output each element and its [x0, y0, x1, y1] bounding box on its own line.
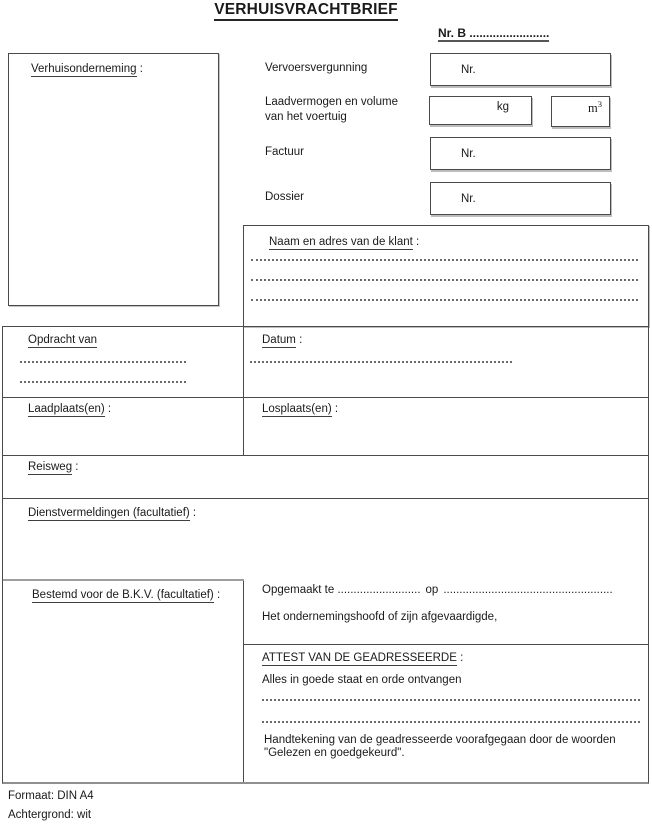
kg-box — [429, 96, 532, 125]
reisweg-label: Reisweg : — [28, 461, 79, 473]
attest-divider — [243, 644, 648, 645]
factuur-label: Factuur — [265, 146, 304, 158]
factuur-nr-box — [430, 137, 611, 170]
vervoersvergunning-nr-box — [430, 53, 611, 86]
ondernemingshoofd-text: Het ondernemingshoofd of zijn afgevaardigde, — [262, 611, 498, 623]
nr-b-field: Nr. B ........................ — [438, 26, 550, 40]
verhuisonderneming-label: Verhuisonderneming : — [31, 63, 143, 75]
row-divider — [3, 455, 648, 456]
opdracht-label: Opdracht van — [28, 334, 98, 346]
dotted-write-line — [251, 299, 638, 301]
attest-heading: ATTEST VAN DE GEADRESSEERDE : — [262, 652, 464, 664]
dotted-write-line — [20, 361, 186, 363]
laadvermogen-label: Laadvermogen en volume van het voertuig — [265, 96, 398, 123]
dossier-nr-box — [430, 182, 611, 215]
signature-note: Handtekening van de geadresseerde voorafgegaan door de woorden "Gelezen en goedgekeurd". — [264, 734, 616, 759]
dotted-write-line — [250, 361, 512, 363]
column-divider — [243, 327, 244, 455]
dotted-write-line — [262, 699, 640, 701]
dotted-write-line — [251, 259, 638, 261]
vervoersvergunning-label: Vervoersvergunning — [265, 62, 368, 74]
klant-label: Naam en adres van de klant : — [269, 236, 420, 248]
factuur-nr-value: Nr. — [461, 147, 476, 160]
dotted-write-line — [251, 279, 638, 281]
vervoersvergunning-nr-value: Nr. — [461, 63, 476, 76]
kg-unit-label: kg — [496, 101, 509, 113]
footer-formaat: Formaat: DIN A4 — [8, 790, 94, 802]
row-divider — [3, 498, 648, 499]
bkv-box-top-border — [3, 579, 244, 581]
bkv-label: Bestemd voor de B.K.V. (facultatief) : — [32, 589, 221, 601]
m3-box — [551, 96, 610, 127]
dotted-write-line — [262, 721, 640, 723]
title-row — [0, 3, 612, 18]
laadplaats-label: Laadplaats(en) : — [28, 403, 112, 415]
column-divider — [243, 580, 244, 782]
dienstvermeldingen-label: Dienstvermeldingen (facultatief) : — [28, 507, 197, 519]
footer-achtergrond: Achtergrond: wit — [8, 809, 92, 821]
klant-box — [243, 225, 649, 327]
m3-unit-label: $m^3$ — [588, 99, 602, 116]
datum-label: Datum : — [262, 334, 303, 346]
losplaats-label: Losplaats(en) : — [262, 403, 339, 415]
dossier-nr-value: Nr. — [461, 192, 476, 205]
verhuisonderneming-box — [8, 53, 219, 306]
opgemaakt-line: Opgemaakt te .......................... op ..................................................... — [262, 584, 613, 596]
row-divider — [3, 397, 648, 398]
dossier-label: Dossier — [265, 191, 304, 203]
attest-received-text: Alles in goede staat en orde ontvangen — [262, 674, 462, 686]
page-title: VERHUISVRACHTBRIEF — [214, 1, 398, 21]
dotted-write-line — [20, 381, 186, 383]
main-table — [2, 326, 649, 784]
